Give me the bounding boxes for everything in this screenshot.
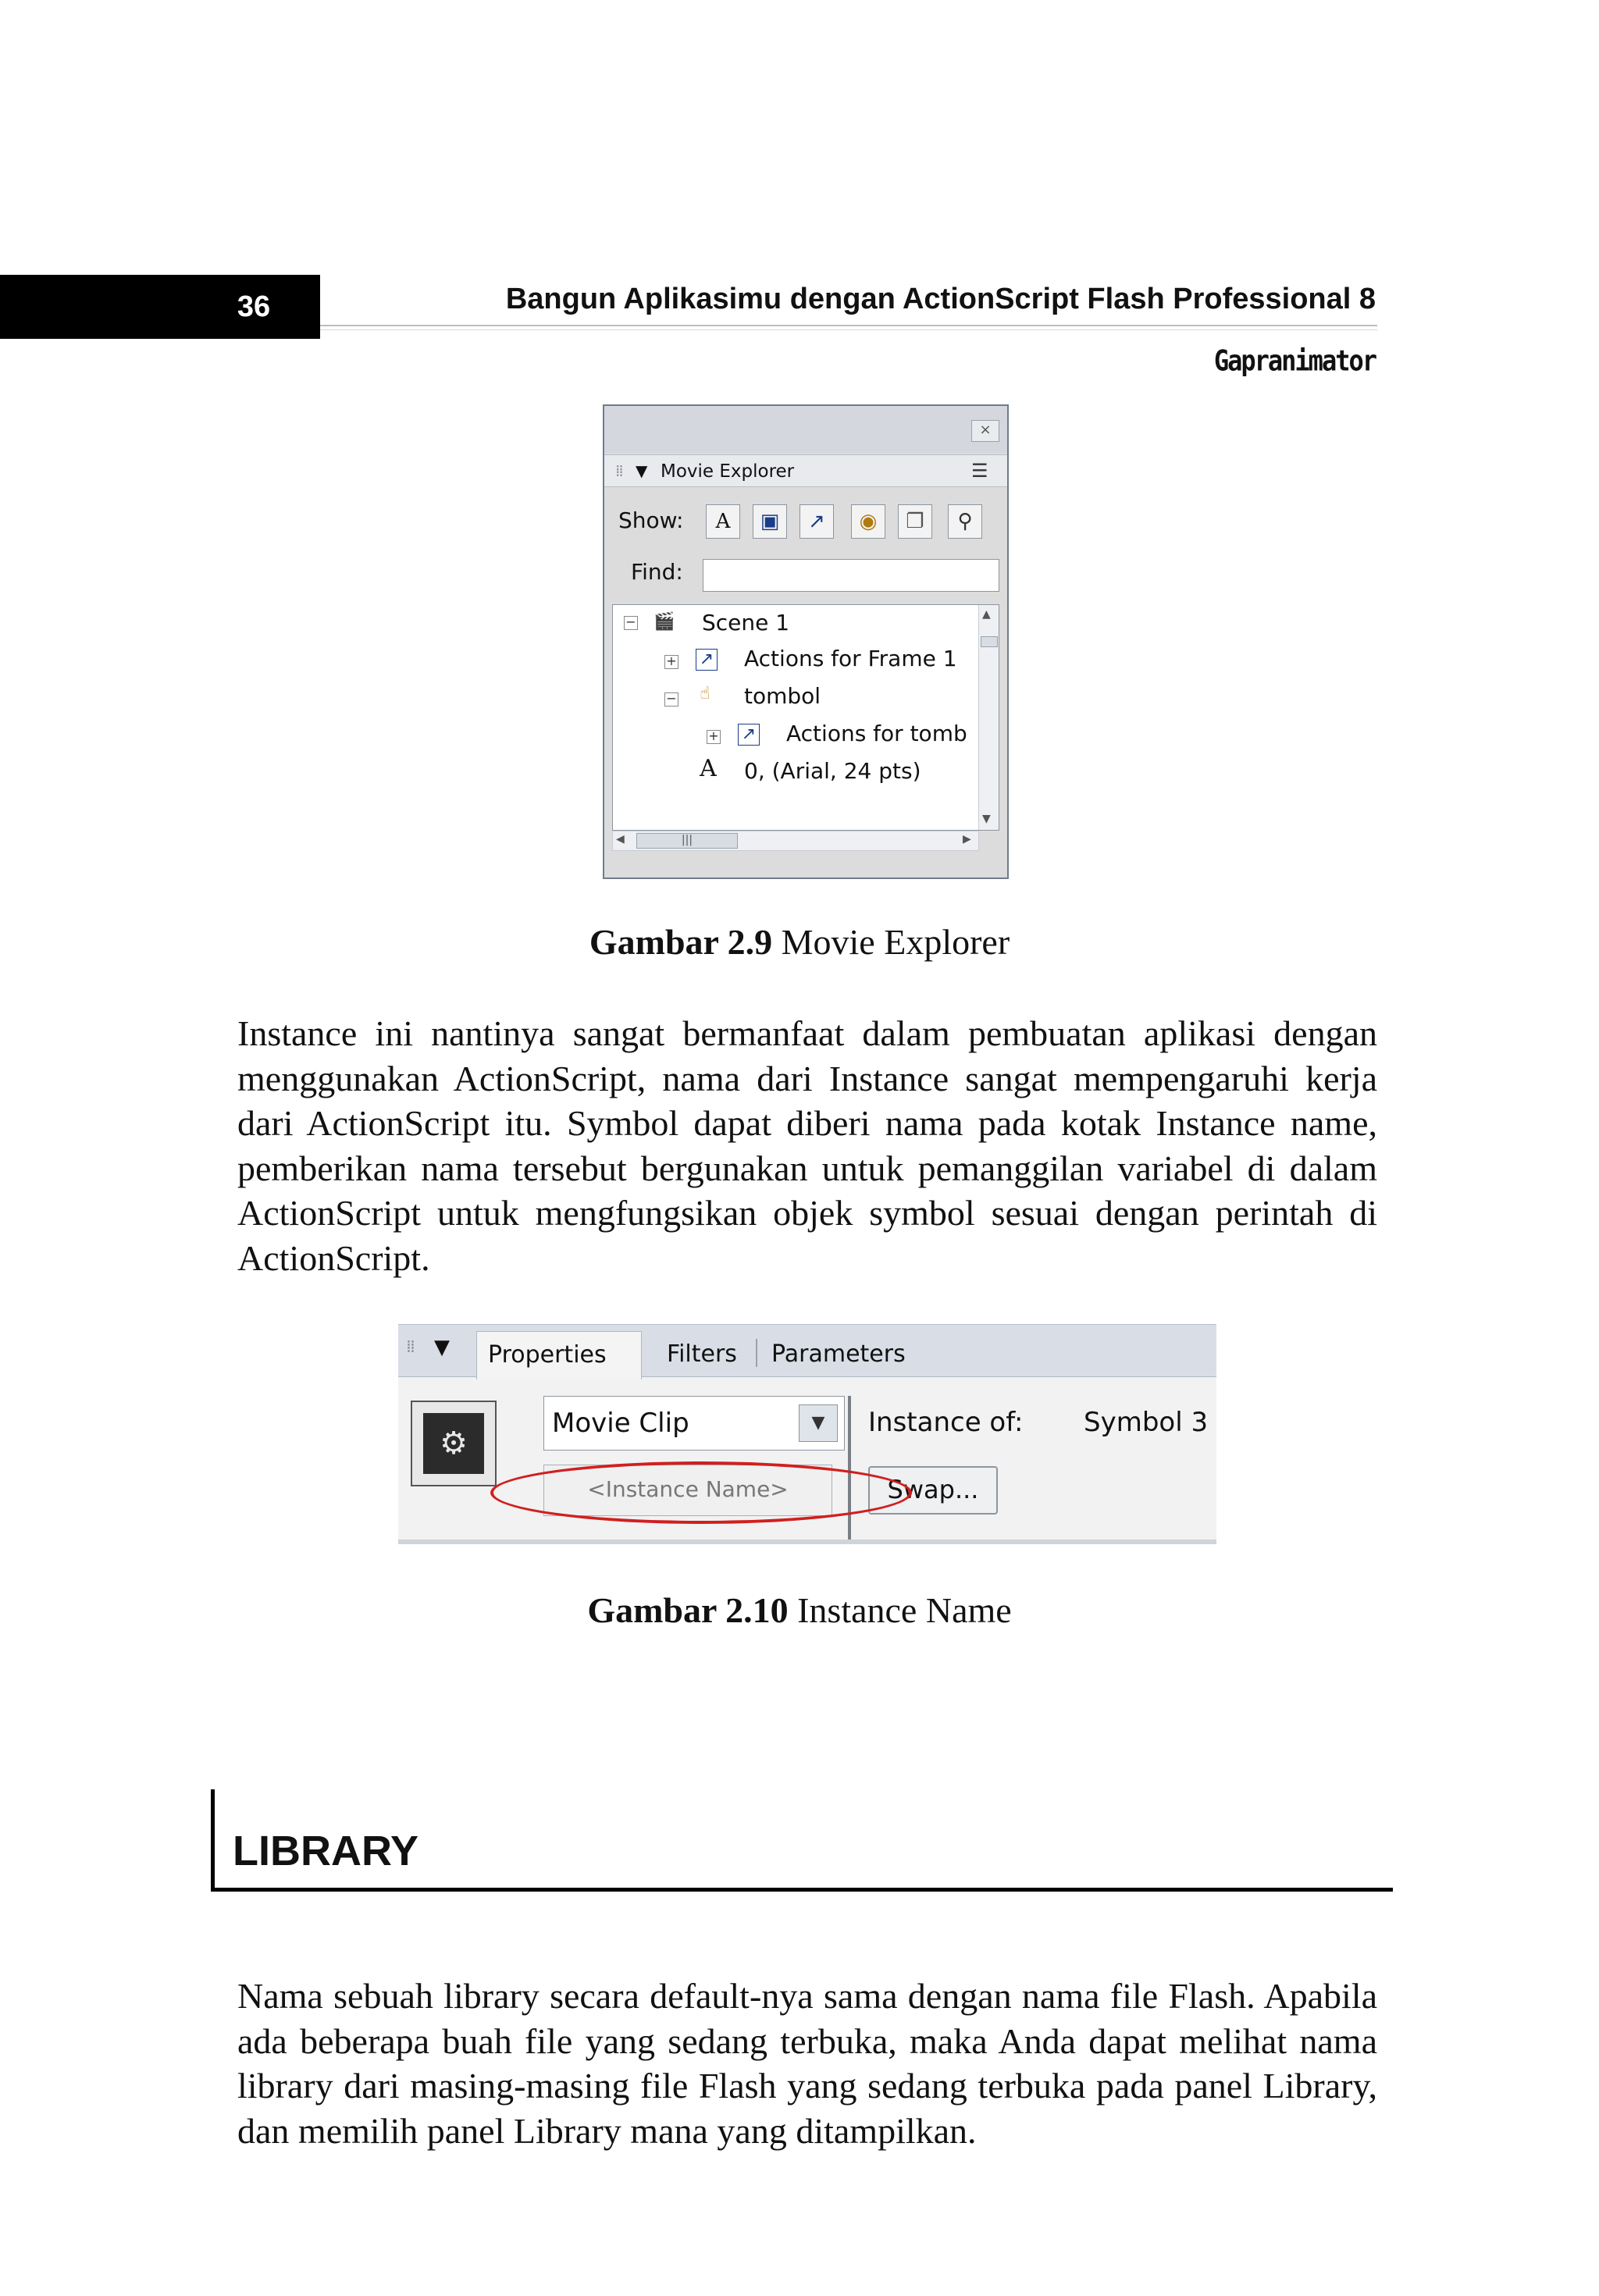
grip-icon[interactable]: ⁞⁞	[615, 461, 622, 480]
tab-properties[interactable]	[476, 1331, 642, 1379]
symbol-type-select[interactable]	[543, 1396, 845, 1451]
body-paragraph-library: Nama sebuah library secara default-nya sama dengan nama file Flash. Apabila ada beberapa buah file yang sedang terbuka, maka Anda dapat melihat nama library dari masing-masing file Flash yang sedang terbuka pada panel Library, dan memilih panel Library mana yang ditampilkan.	[237, 1976, 1377, 2151]
tree-item-text[interactable]: 0, (Arial, 24 pts)	[744, 758, 921, 784]
collapse-triangle-icon[interactable]: ▼	[636, 461, 648, 480]
movie-clip-glyph-icon: ⚙	[423, 1413, 484, 1474]
section-horizontal-rule	[211, 1888, 1393, 1892]
find-input[interactable]	[703, 559, 999, 592]
collapse-toggle-icon[interactable]: −	[664, 692, 678, 707]
section-heading: LIBRARY	[233, 1828, 418, 1874]
horizontal-scrollbar[interactable]	[612, 831, 979, 851]
show-media-icon[interactable]: ◉	[851, 504, 885, 539]
symbol-type-value: Movie Clip	[552, 1408, 689, 1439]
collapse-triangle-icon[interactable]: ▼	[434, 1336, 450, 1359]
running-header-title: Bangun Aplikasimu dengan ActionScript Flash Professional 8	[505, 283, 1376, 315]
highlight-oval	[490, 1461, 912, 1524]
movie-clip-symbol-icon	[411, 1401, 497, 1486]
movie-explorer-titlebar[interactable]	[604, 454, 1007, 487]
tree-item-scene[interactable]: Scene 1	[702, 610, 790, 635]
header-rule	[320, 325, 1377, 326]
section-vertical-rule	[211, 1789, 215, 1891]
instance-of-label: Instance of:	[868, 1407, 1024, 1438]
expand-toggle-icon[interactable]: +	[664, 655, 678, 669]
movie-explorer-title: Movie Explorer	[661, 461, 795, 482]
grip-icon[interactable]: ⁞⁞	[406, 1337, 414, 1357]
vertical-scrollbar[interactable]	[978, 605, 999, 830]
scene-icon: 🎬	[653, 612, 675, 632]
page-number: 36	[237, 290, 271, 323]
chevron-down-icon[interactable]: ▼	[799, 1404, 838, 1442]
caption-text: Movie Explorer	[772, 922, 1010, 962]
expand-toggle-icon[interactable]: +	[707, 730, 721, 744]
show-text-icon[interactable]: A	[706, 504, 740, 539]
customize-filter-icon[interactable]: ⚲	[948, 504, 982, 539]
scroll-right-icon[interactable]: ▶	[963, 833, 971, 845]
running-header-author: Gapranimator	[1213, 344, 1376, 378]
show-actionscript-icon[interactable]: ↗	[800, 504, 834, 539]
collapse-toggle-icon[interactable]: −	[624, 616, 638, 630]
tab-properties-label: Properties	[488, 1341, 607, 1369]
show-frames-layers-icon[interactable]: ❐	[898, 504, 932, 539]
actions-icon: ↗	[738, 724, 760, 746]
text-icon: A	[700, 755, 717, 782]
tab-separator	[756, 1339, 757, 1367]
caption-label: Gambar 2.9	[589, 922, 773, 962]
scroll-down-icon[interactable]: ▼	[982, 813, 991, 825]
instance-name-placeholder: <Instance Name>	[587, 1476, 789, 1502]
properties-tabbar	[398, 1324, 1216, 1377]
tree-item-actions-frame[interactable]: Actions for Frame 1	[744, 646, 957, 671]
horizontal-scroll-thumb[interactable]: |||	[636, 833, 738, 849]
properties-panel	[398, 1324, 1216, 1544]
figure-caption-2-10	[0, 1589, 1599, 1631]
header-rule-secondary	[320, 329, 1377, 330]
button-symbol-icon: ☝	[700, 684, 710, 703]
swap-button[interactable]: Swap...	[868, 1466, 998, 1515]
panel-menu-icon[interactable]: ☰	[971, 460, 988, 482]
scroll-up-icon[interactable]: ▲	[982, 608, 991, 621]
close-icon[interactable]: ×	[971, 420, 999, 442]
panel-top-strip	[604, 406, 1007, 453]
tree-item-tombol[interactable]: tombol	[744, 683, 821, 709]
body-paragraph-instance: Instance ini nantinya sangat bermanfaat dalam pembuatan aplikasi dengan menggunakan ActionScript, nama dari Instance sangat mempengaruhi kerja dari ActionScript itu. Symbol dapat diberi nama pada kotak Instance name, pemberikan nama tersebut bergunakan untuk pemanggilan variabel di dalam ActionScript untuk mengfungsikan objek symbol sesuai dengan perintah di ActionScript.	[237, 1013, 1377, 1278]
caption-label: Gambar 2.10	[587, 1590, 789, 1630]
movie-explorer-panel	[603, 404, 1009, 879]
tab-filters[interactable]: Filters	[667, 1340, 737, 1368]
panel-bottom-edge	[398, 1540, 1216, 1544]
show-symbols-icon[interactable]: ▣	[753, 504, 787, 539]
tree-item-actions-tombol[interactable]: Actions for tomb	[786, 721, 967, 746]
vertical-scroll-thumb[interactable]	[981, 636, 998, 647]
scroll-left-icon[interactable]: ◀	[616, 833, 625, 845]
find-label: Find:	[631, 559, 683, 585]
tab-parameters[interactable]: Parameters	[771, 1340, 906, 1368]
figure-caption-2-9	[0, 921, 1599, 963]
movie-explorer-tree	[612, 604, 999, 831]
caption-text: Instance Name	[788, 1590, 1012, 1630]
symbol-name-value: Symbol 3	[1084, 1407, 1209, 1438]
show-label: Show:	[618, 507, 684, 533]
actions-icon: ↗	[696, 649, 718, 671]
